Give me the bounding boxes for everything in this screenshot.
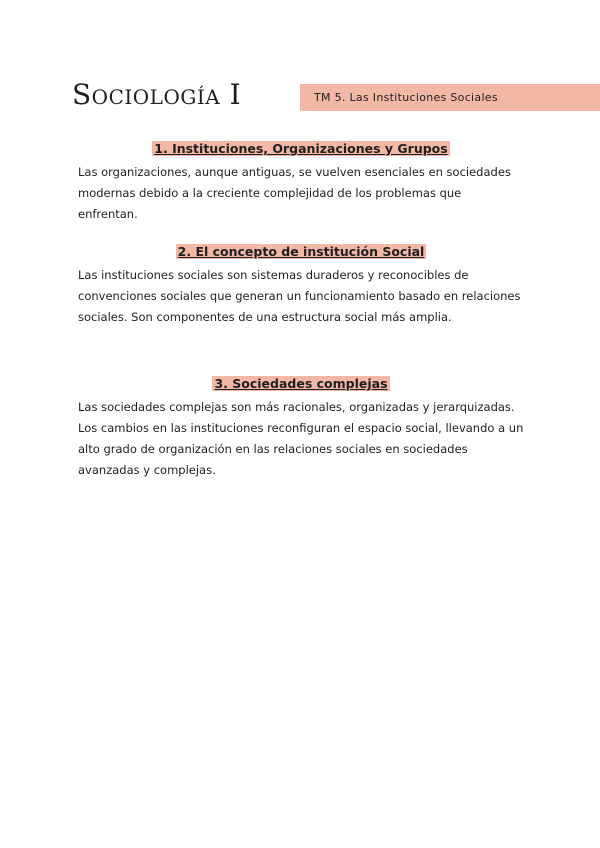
topic-tag: TM 5. Las Instituciones Sociales xyxy=(300,84,600,111)
section-heading-text: 3. Sociedades complejas xyxy=(214,376,388,391)
section-heading-text: 2. El concepto de institución Social xyxy=(177,244,425,259)
section-heading xyxy=(78,141,524,156)
section-instituciones-organizaciones xyxy=(78,141,524,225)
section-body: Las sociedades complejas son más racionales, organizadas y jerarquizadas. Los cambios en las instituciones reconfiguran el espacio social, llevando a un alto grado de organización en las relaciones sociales en sociedades avanzadas y complejas. xyxy=(78,400,524,477)
section-body: Las organizaciones, aunque antiguas, se vuelven esenciales en sociedades modernas debido a la creciente complejidad de los problemas que enfrentan. xyxy=(78,165,511,221)
section-concepto-institucion xyxy=(78,244,524,328)
section-sociedades-complejas xyxy=(78,376,524,481)
section-heading-text: 1. Instituciones, Organizaciones y Grupos xyxy=(154,141,448,156)
section-heading xyxy=(78,376,524,391)
section-heading xyxy=(78,244,524,259)
page-title: Sociología I xyxy=(72,78,242,111)
section-body: Las instituciones sociales son sistemas duraderos y reconocibles de convenciones sociales que generan un funcionamiento basado en relaciones sociales. Son componentes de una estructura social más amplia. xyxy=(78,268,521,324)
